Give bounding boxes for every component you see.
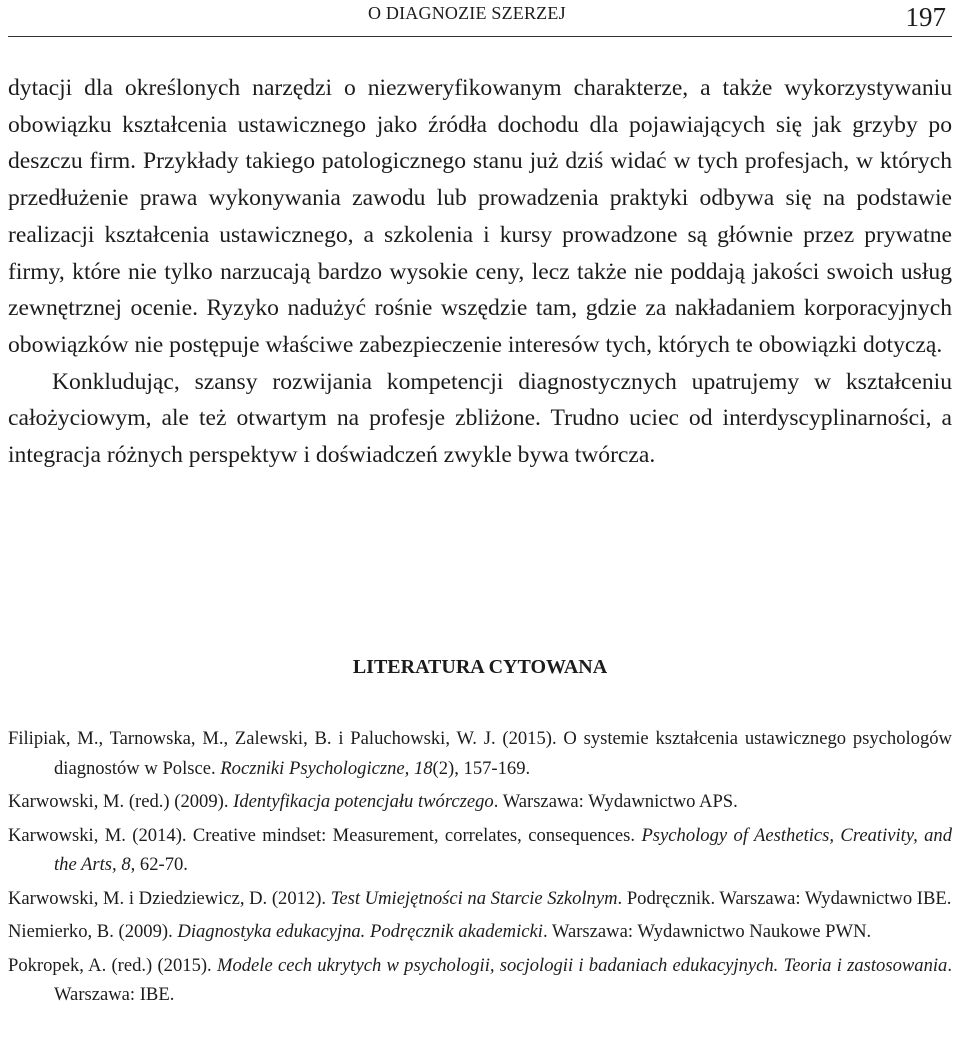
reference-source: Test Umiejętności na Starcie Szkolnym xyxy=(330,887,618,909)
reference-text: . Warszawa: IBE. xyxy=(54,954,952,1005)
running-title: O DIAGNOZIE SZERZEJ xyxy=(368,3,566,23)
reference-list xyxy=(8,724,952,1010)
reference-source: Identyfikacja potencjału twórczego xyxy=(233,791,494,812)
reference-text: Filipiak, M., Tarnowska, M., Zalewski, B. i Paluchowski, W. J. (2015). O systemie kształcenia ustawicznego psychologów diagnostów w Polsce. xyxy=(8,728,952,779)
reference-entry xyxy=(8,724,952,783)
reference-text: Pokropek, A. (red.) (2015). xyxy=(8,954,217,976)
body-paragraph: Konkludując, szansy rozwijania kompetencji diagnostycznych upatrujemy w kształceniu całożyciowym, ale też otwartym na profesje zbliżone. Trudno uciec od interdyscyplinarności, a integracja różnych perspektyw i doświadczeń zwykle bywa twórcza. xyxy=(8,368,952,469)
section-heading: LITERATURA CYTOWANA xyxy=(352,656,608,678)
reference-entry xyxy=(8,951,952,1010)
running-header xyxy=(8,0,952,37)
reference-text: . Podręcznik. Warszawa: Wydawnictwo IBE. xyxy=(617,887,952,909)
reference-text: Karwowski, M. (red.) (2009). xyxy=(8,791,234,812)
body-paragraph: dytacji dla określonych narzędzi o niezweryfikowanym charakterze, a także wykorzystywaniu obowiązku kształcenia ustawicznego jako źródła dochodu dla pojawiających się jak grzyby po deszczu firm. Przykłady takiego patologicznego stanu już dziś widać w tych profesjach, w których przedłużenie prawa wykonywania zawodu lub prowadzenia praktyki odbywa się na podstawie realizacji kształcenia ustawicznego, a szkolenia i kursy prowadzone są głównie przez prywatne firmy, które nie tylko narzucają bardzo wysokie ceny, lecz także nie poddają jakości swoich usług zewnętrznej ocenie. Ryzyko nadużyć rośnie wszędzie tam, gdzie za nakładaniem korporacyjnych obowiązków nie postępuje właściwe zabezpieczenie interesów tych, których te obowiązki dotyczą. xyxy=(8,75,952,358)
reference-source: Psychology of Aesthetics, Creativity, and the Arts, 8 xyxy=(54,824,952,875)
reference-source: Diagnostyka edukacyjna. Podręcznik akademicki xyxy=(177,921,543,942)
body-text xyxy=(8,70,952,474)
reference-text: Niemierko, B. (2009). xyxy=(8,921,178,942)
reference-text: (2), 157-169. xyxy=(432,757,531,779)
reference-source: Roczniki Psychologiczne, 18 xyxy=(220,757,433,779)
reference-entry xyxy=(8,787,952,817)
reference-source: Modele cech ukrytych w psychologii, socjologii i badaniach edukacyjnych. Teoria i zastosowania xyxy=(216,954,948,976)
reference-text: . Warszawa: Wydawnictwo Naukowe PWN. xyxy=(542,921,872,942)
reference-text: . Warszawa: Wydawnictwo APS. xyxy=(493,791,738,812)
reference-entry xyxy=(8,917,952,947)
reference-entry xyxy=(8,884,952,914)
reference-text: , 62-70. xyxy=(130,854,188,875)
page-number: 197 xyxy=(905,2,946,32)
reference-text: Karwowski, M. i Dziedziewicz, D. (2012). xyxy=(8,887,331,909)
reference-entry xyxy=(8,821,952,880)
reference-text: Karwowski, M. (2014). Creative mindset: Measurement, correlates, consequences. xyxy=(8,824,642,846)
